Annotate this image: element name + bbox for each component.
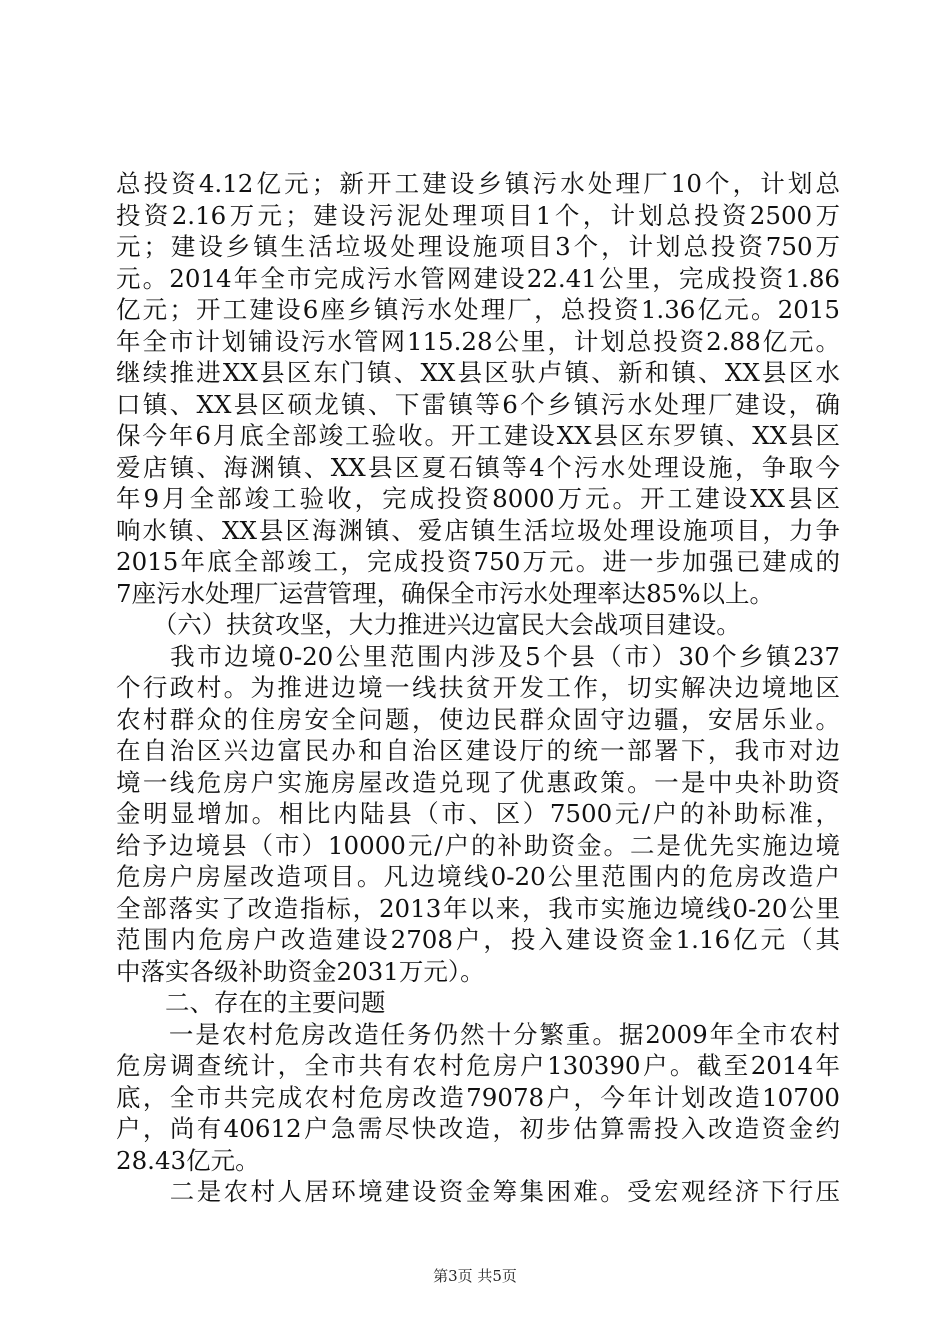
body-text-line: 二是农村人居环境建设资金筹集困难。受宏观经济下行压 <box>116 1177 840 1206</box>
body-text-line: 我市边境0-20公里范围内涉及5个县（市）30个乡镇237 <box>116 641 840 671</box>
page-number: 第3页 共5页 <box>433 1267 517 1285</box>
section-heading: 二、存在的主要问题 <box>116 988 386 1017</box>
body-text-line: 年全市计划铺设污水管网115.28公里，计划总投资2.88亿元。 <box>116 326 840 356</box>
body-text-line: 底，全市共完成农村危房改造79078户，今年计划改造10700 <box>116 1082 840 1112</box>
body-text-line: 响水镇、XX县区海渊镇、爱店镇生活垃圾处理设施项目，力争 <box>116 515 840 545</box>
body-text-line: 年9月全部竣工验收，完成投资8000万元。开工建设XX县区 <box>116 484 840 513</box>
body-text-line: 全部落实了改造指标，2013年以来，我市实施边境线0-20公里 <box>116 893 840 923</box>
body-text-line: 危房调查统计，全市共有农村危房户130390户。截至2014年 <box>116 1051 840 1080</box>
body-text-line: 金明显增加。相比内陆县（市、区）7500元/户的补助标准， <box>116 799 840 828</box>
body-text-line: 口镇、XX县区硕龙镇、下雷镇等6个乡镇污水处理厂建设，确 <box>116 389 840 419</box>
body-text-line: 户，尚有40612户急需尽快改造，初步估算需投入改造资金约 <box>116 1114 840 1143</box>
body-text-line: 个行政村。为推进边境一线扶贫开发工作，切实解决边境地区 <box>116 673 840 702</box>
body-text-line: 爱店镇、海渊镇、XX县区夏石镇等4个污水处理设施，争取今 <box>116 452 840 482</box>
section-heading: （六）扶贫攻坚，大力推进兴边富民大会战项目建设。 <box>116 610 741 639</box>
body-text-line: 在自治区兴边富民办和自治区建设厅的统一部署下，我市对边 <box>116 736 840 765</box>
body-text-line: 范围内危房户改造建设2708户，投入建设资金1.16亿元（其 <box>116 925 840 954</box>
body-text-line: 亿元；开工建设6座乡镇污水处理厂，总投资1.36亿元。2015 <box>116 295 840 324</box>
body-text-line: 保今年6月底全部竣工验收。开工建设XX县区东罗镇、XX县区 <box>116 421 840 450</box>
body-text-line: 危房户房屋改造项目。凡边境线0-20公里范围内的危房改造户 <box>116 862 840 891</box>
body-text-line: 总投资4.12亿元；新开工建设乡镇污水处理厂10个，计划总 <box>116 169 840 198</box>
body-text-line: 一是农村危房改造任务仍然十分繁重。据2009年全市农村 <box>116 1019 840 1049</box>
body-text-line: 给予边境县（市）10000元/户的补助资金。二是优先实施边境 <box>116 830 840 860</box>
body-text-line: 7座污水处理厂运营管理，确保全市污水处理率达85%以上。 <box>116 578 775 608</box>
body-text-line: 境一线危房户实施房屋改造兑现了优惠政策。一是中央补助资 <box>116 767 840 797</box>
body-text-line: 元；建设乡镇生活垃圾处理设施项目3个，计划总投资750万 <box>116 232 840 261</box>
body-text-line: 中落实各级补助资金2031万元）。 <box>116 956 485 986</box>
document-body <box>116 168 840 1208</box>
body-text-line: 2015年底全部竣工，完成投资750万元。进一步加强已建成的 <box>116 547 840 576</box>
body-text-line: 元。2014年全市完成污水管网建设22.41公里，完成投资1.86 <box>116 263 840 293</box>
body-text-line: 继续推进XX县区东门镇、XX县区驮卢镇、新和镇、XX县区水 <box>116 358 840 387</box>
body-text-line: 28.43亿元。 <box>116 1145 260 1175</box>
body-text-line: 农村群众的住房安全问题，使边民群众固守边疆，安居乐业。 <box>116 704 840 734</box>
body-text-line: 投资2.16万元；建设污泥处理项目1个，计划总投资2500万 <box>116 200 840 230</box>
